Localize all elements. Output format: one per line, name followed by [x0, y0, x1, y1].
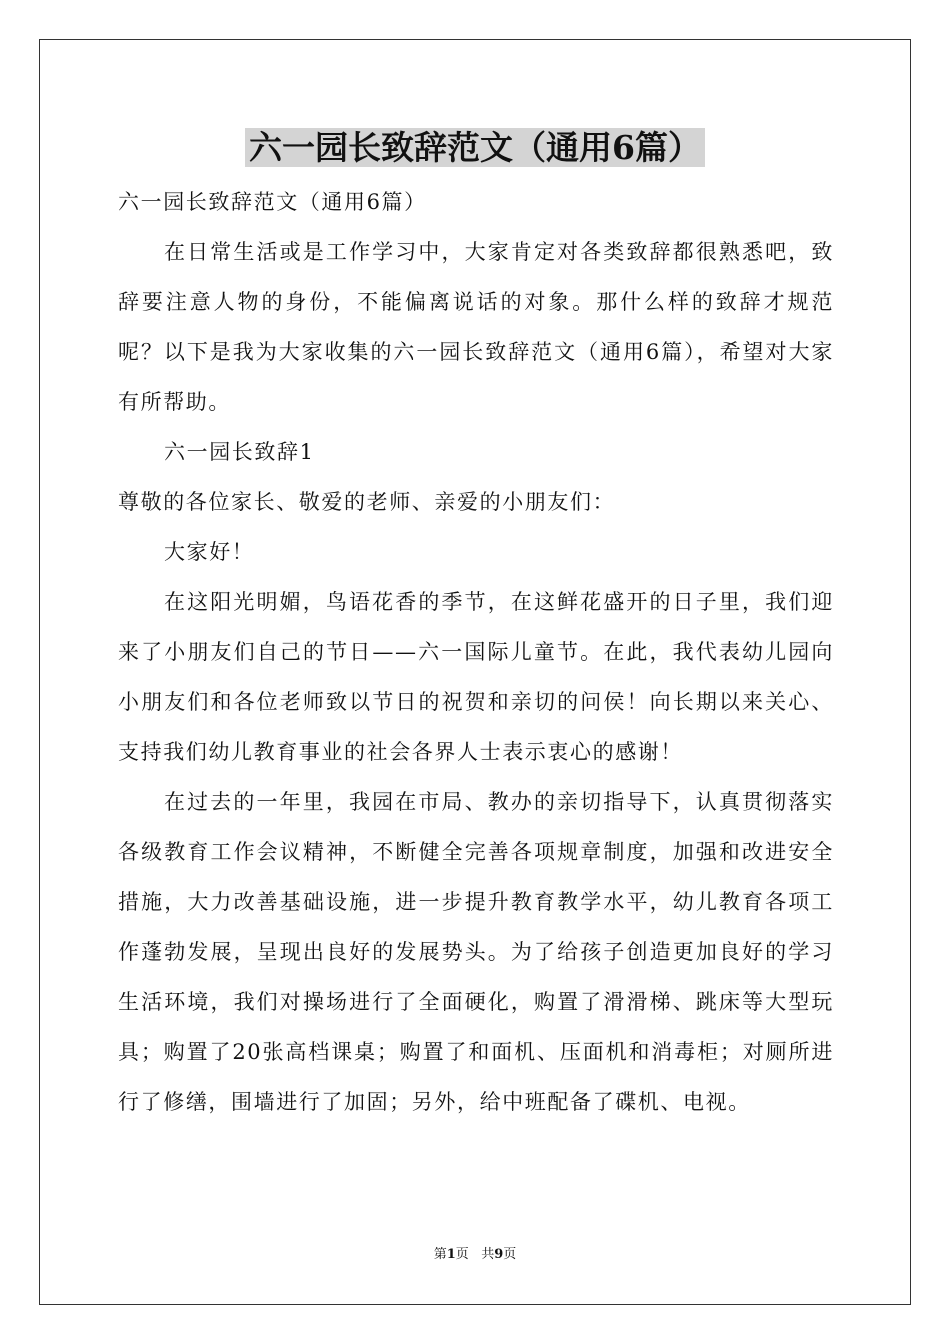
total-prefix: 共: [481, 1247, 495, 1262]
page-suffix: 页: [455, 1247, 469, 1262]
body-paragraph: 六一园长致辞范文（通用6篇）: [118, 190, 427, 214]
document-body: [118, 177, 834, 1127]
page-current: 1: [446, 1247, 456, 1262]
document-title-text: 六一园长致辞范文（通用6篇）: [245, 128, 705, 167]
total-suffix: 页: [503, 1247, 517, 1262]
body-paragraph: 在日常生活或是工作学习中，大家肯定对各类致辞都很熟悉吧，致辞要注意人物的身份，不能偏离说话的对象。那什么样的致辞才规范呢？以下是我为大家收集的六一园长致辞范文（通用6篇），希望对大家有所帮助。: [118, 240, 834, 414]
document-title: [0, 126, 950, 170]
body-paragraph: 六一园长致辞1: [164, 440, 315, 464]
body-paragraph: 大家好！: [164, 540, 255, 564]
page-prefix: 第: [433, 1247, 447, 1262]
page-footer: [0, 1246, 950, 1264]
body-paragraph: 在这阳光明媚，鸟语花香的季节，在这鲜花盛开的日子里，我们迎来了小朋友们自己的节日——六一国际儿童节。在此，我代表幼儿园向小朋友们和各位老师致以节日的祝贺和亲切的问侯！向长期以来关心、支持我们幼儿教育事业的社会各界人士表示衷心的感谢！: [118, 590, 834, 764]
page-total: 9: [494, 1247, 504, 1262]
body-paragraph: 在过去的一年里，我园在市局、教办的亲切指导下，认真贯彻落实各级教育工作会议精神，不断健全完善各项规章制度，加强和改进安全措施，大力改善基础设施，进一步提升教育教学水平，幼儿教育各项工作蓬勃发展，呈现出良好的发展势头。为了给孩子创造更加良好的学习生活环境，我们对操场进行了全面硬化，购置了滑滑梯、跳床等大型玩具；购置了20张高档课桌；购置了和面机、压面机和消毒柜；对厕所进行了修缮，围墙进行了加固；另外，给中班配备了碟机、电视。: [118, 790, 834, 1114]
body-paragraph: 尊敬的各位家长、敬爱的老师、亲爱的小朋友们：: [118, 490, 616, 514]
